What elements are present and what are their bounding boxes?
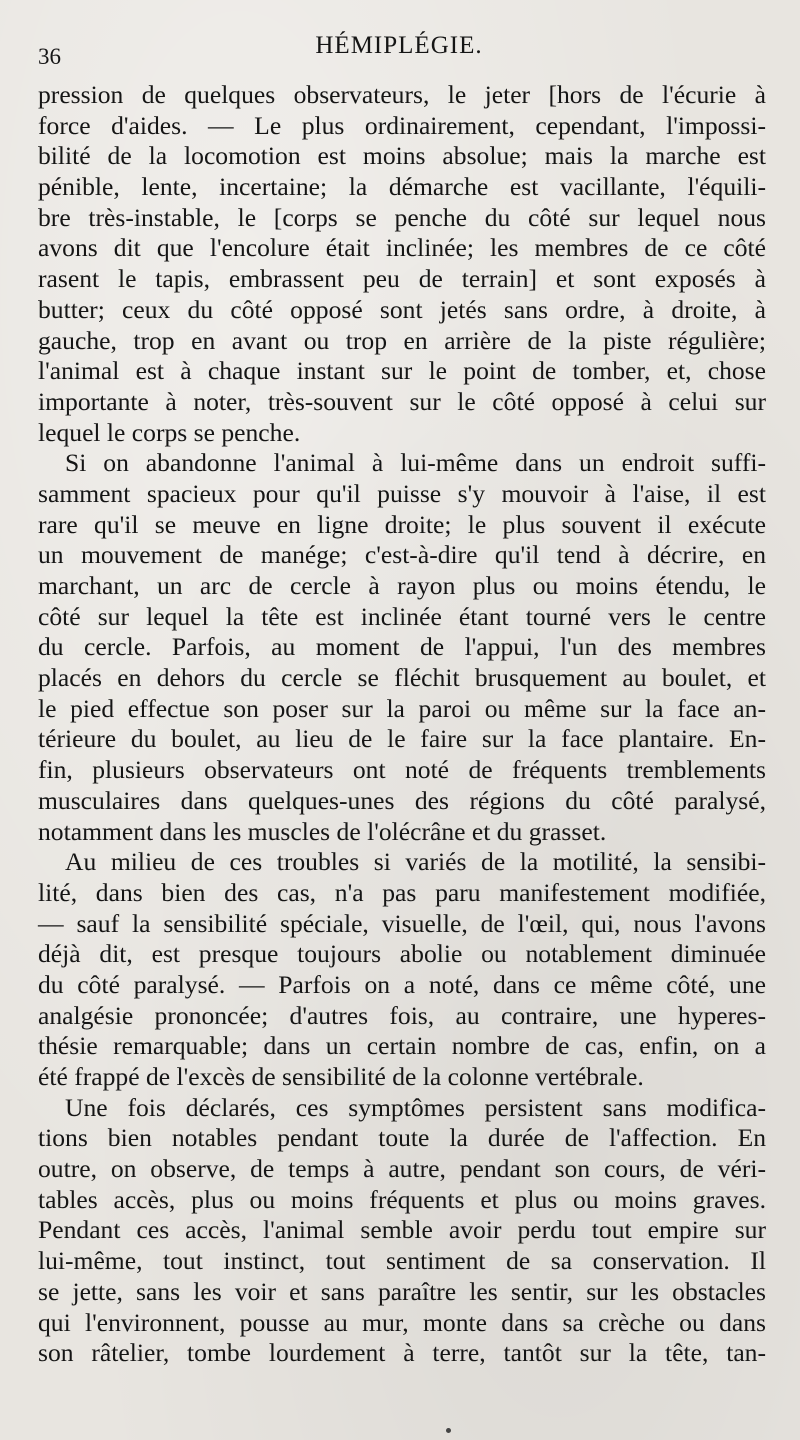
- text-line: le pied effectue son poser sur la paroi ou même sur la face an-: [38, 693, 766, 723]
- text-line: fin, plusieurs observateurs ont noté de fréquents tremblements: [38, 755, 766, 785]
- text-line: du côté paralysé. — Parfois on a noté, dans ce même côté, une: [38, 969, 766, 999]
- text-line: force d'aides. — Le plus ordinairement, cependant, l'impossi-: [38, 110, 766, 140]
- text-line: Au milieu de ces troubles si variés de la motilité, la sensibi-: [65, 847, 766, 877]
- text-line: pression de quelques observateurs, le jeter [hors de l'écurie à: [38, 80, 766, 109]
- text-line: Si on abandonne l'animal à lui-même dans un endroit suffi-: [65, 448, 766, 478]
- text-line: samment spacieux pour qu'il puisse s'y mouvoir à l'aise, il est: [38, 478, 766, 508]
- text-line: Pendant ces accès, l'animal semble avoir perdu tout empire sur: [38, 1215, 766, 1245]
- text-line: térieure du boulet, au lieu de le faire sur la face plantaire. En-: [38, 724, 766, 754]
- text-line: placés en dehors du cercle se fléchit brusquement au boulet, et: [38, 663, 766, 693]
- body-text: [38, 80, 766, 1369]
- text-line: rare qu'il se meuve en ligne droite; le plus souvent il exécute: [38, 509, 766, 539]
- text-line: un mouvement de manége; c'est-à-dire qu'il tend à décrire, en: [38, 540, 766, 570]
- text-line: tions bien notables pendant toute la durée de l'affection. En: [38, 1123, 766, 1153]
- text-line: du cercle. Parfois, au moment de l'appui, l'un des membres: [38, 632, 766, 662]
- text-line: lui-même, tout instinct, tout sentiment de sa conservation. Il: [38, 1246, 766, 1276]
- page-number: 36: [38, 44, 61, 69]
- text-line: l'animal est à chaque instant sur le point de tomber, et, chose: [38, 356, 766, 386]
- text-line: — sauf la sensibilité spéciale, visuelle, de l'œil, qui, nous l'avons: [38, 908, 766, 938]
- text-line: notamment dans les muscles de l'olécrâne et du grasset.: [38, 816, 607, 846]
- text-line: lequel le corps se penche.: [38, 417, 301, 447]
- running-title: HÉMIPLÉGIE.: [315, 32, 483, 59]
- text-line: lité, dans bien des cas, n'a pas paru manifestement modifiée,: [38, 877, 766, 907]
- text-line: marchant, un arc de cercle à rayon plus ou moins étendu, le: [38, 571, 766, 600]
- text-line: pénible, lente, incertaine; la démarche est vacillante, l'équili-: [38, 172, 766, 202]
- text-line: se jette, sans les voir et sans paraître les sentir, sur les obstacles: [38, 1276, 766, 1306]
- text-line: été frappé de l'excès de sensibilité de la colonne vertébrale.: [38, 1062, 644, 1091]
- text-line: outre, on observe, de temps à autre, pendant son cours, de véri-: [38, 1154, 766, 1184]
- text-line: importante à noter, très-souvent sur le côté opposé à celui sur: [38, 386, 766, 416]
- text-line: déjà dit, est presque toujours abolie ou notablement diminuée: [38, 939, 766, 969]
- text-line: qui l'environnent, pousse au mur, monte dans sa crèche ou dans: [38, 1307, 766, 1337]
- text-line: musculaires dans quelques-unes des régions du côté paralysé,: [38, 785, 766, 815]
- text-line: thésie remarquable; dans un certain nombre de cas, enfin, on a: [38, 1031, 766, 1061]
- text-line: analgésie prononcée; d'autres fois, au contraire, une hyperes-: [38, 1000, 766, 1030]
- text-line: côté sur lequel la tête est inclinée étant tourné vers le centre: [38, 601, 766, 631]
- text-line: butter; ceux du côté opposé sont jetés sans ordre, à droite, à: [38, 294, 766, 324]
- text-line: bilité de la locomotion est moins absolue; mais la marche est: [38, 141, 766, 171]
- text-line: avons dit que l'encolure était inclinée; les membres de ce côté: [38, 233, 766, 263]
- running-head: [38, 32, 760, 72]
- text-line: bre très-instable, le [corps se penche du côté sur lequel nous: [38, 202, 766, 232]
- text-line: gauche, trop en avant ou trop en arrière de la piste régulière;: [38, 325, 766, 355]
- text-line: son râtelier, tombe lourdement à terre, tantôt sur la tête, tan-: [38, 1338, 766, 1368]
- text-line: Une fois déclarés, ces symptômes persistent sans modifica-: [65, 1092, 766, 1122]
- text-line: tables accès, plus ou moins fréquents et plus ou moins graves.: [38, 1184, 766, 1214]
- printer-dot: [446, 1428, 451, 1433]
- text-line: rasent le tapis, embrassent peu de terrain] et sont exposés à: [38, 264, 766, 294]
